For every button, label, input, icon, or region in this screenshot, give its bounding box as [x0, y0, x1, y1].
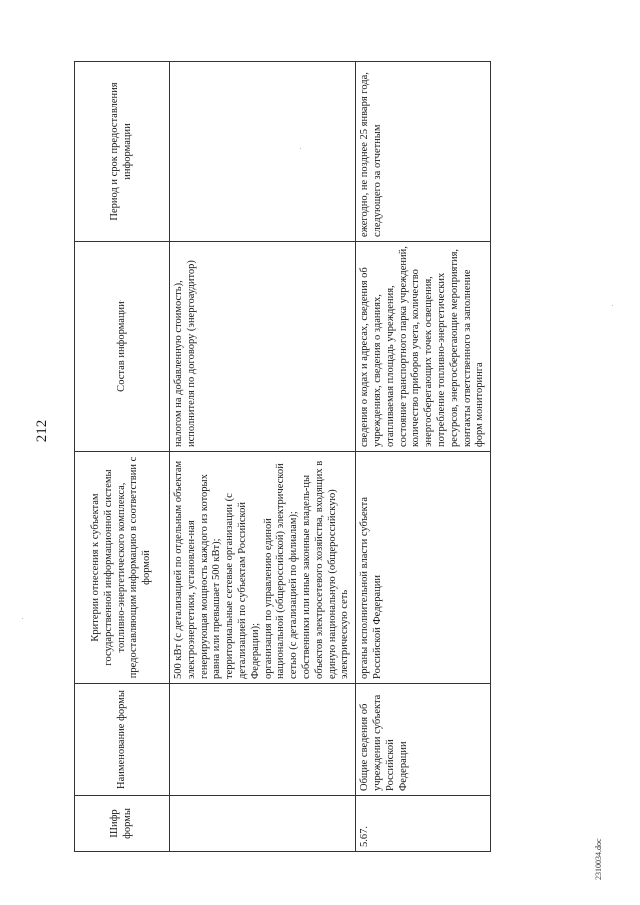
scan-speck	[120, 300, 121, 301]
row-period: ежегодно, не позднее 25 января года, следующего за отчетным	[356, 62, 491, 242]
row-criteria	[170, 452, 356, 684]
page-number: 212	[34, 419, 50, 443]
criteria-line: 500 кВт (с детализацией по отдельным объектам электроэнергетики, установлен-ная генерирующая мощность каждого из которых равна или превышает 500 кВт);	[173, 460, 223, 679]
criteria-line: территориальные сетевые организации (с детализацией по субъектам Российской Федерации);	[224, 493, 261, 679]
header-content: Состав информации	[75, 242, 170, 452]
header-period: Период и срок предоставления информации	[75, 62, 170, 242]
row-code: 5.67.	[356, 796, 491, 852]
table-row	[356, 62, 491, 852]
footer-filename: 2310034.doc	[594, 838, 603, 880]
table-row	[170, 62, 356, 852]
row-name	[170, 684, 356, 796]
header-name: Наименование формы	[75, 684, 170, 796]
criteria-line: организация по управлению единой национальной (общероссийской) электрической сетью (с детализацией по филиалам);	[262, 463, 300, 679]
forms-table	[74, 61, 491, 852]
scan-speck	[300, 148, 301, 149]
row-content: сведения о кодах и адресах, сведения об учреждениях, сведения о зданиях, отапливаемая площадь учреждения, состояние транспортного парка учреждений, количество приборов учета, количество энергосберегающих точек освещения, потребление топливно-энергетических ресурсов, энергосберегающие мероприятия, контакты ответственного за заполнение форм мониторинга	[356, 242, 491, 452]
row-name: Общие сведения об учреждении субъекта Российской Федерации	[356, 684, 491, 796]
scan-speck	[22, 618, 23, 619]
criteria-line: органы исполнительной власти субъекта Российской Федерации	[359, 496, 383, 679]
row-content: налогом на добавленную стоимость), исполнителя по договору (энергоаудитор)	[170, 242, 356, 452]
row-period	[170, 62, 356, 242]
row-code	[170, 796, 356, 852]
header-code: Шифр формы	[75, 796, 170, 852]
table-header-row	[75, 62, 170, 852]
scan-speck	[612, 305, 613, 306]
rotated-table-frame	[74, 62, 486, 852]
criteria-line: собственники или иные законные владель-цы объектов электросетевого хозяйства, входящих в единую национальную (общероссийскую) электрическую сеть	[300, 460, 351, 679]
row-criteria	[356, 452, 491, 684]
header-criteria: Критерии отнесения к субъектам государственной информационной системы топливно-энергетического комплекса, предоставляющим информацию в соответствии с формой	[75, 452, 170, 684]
